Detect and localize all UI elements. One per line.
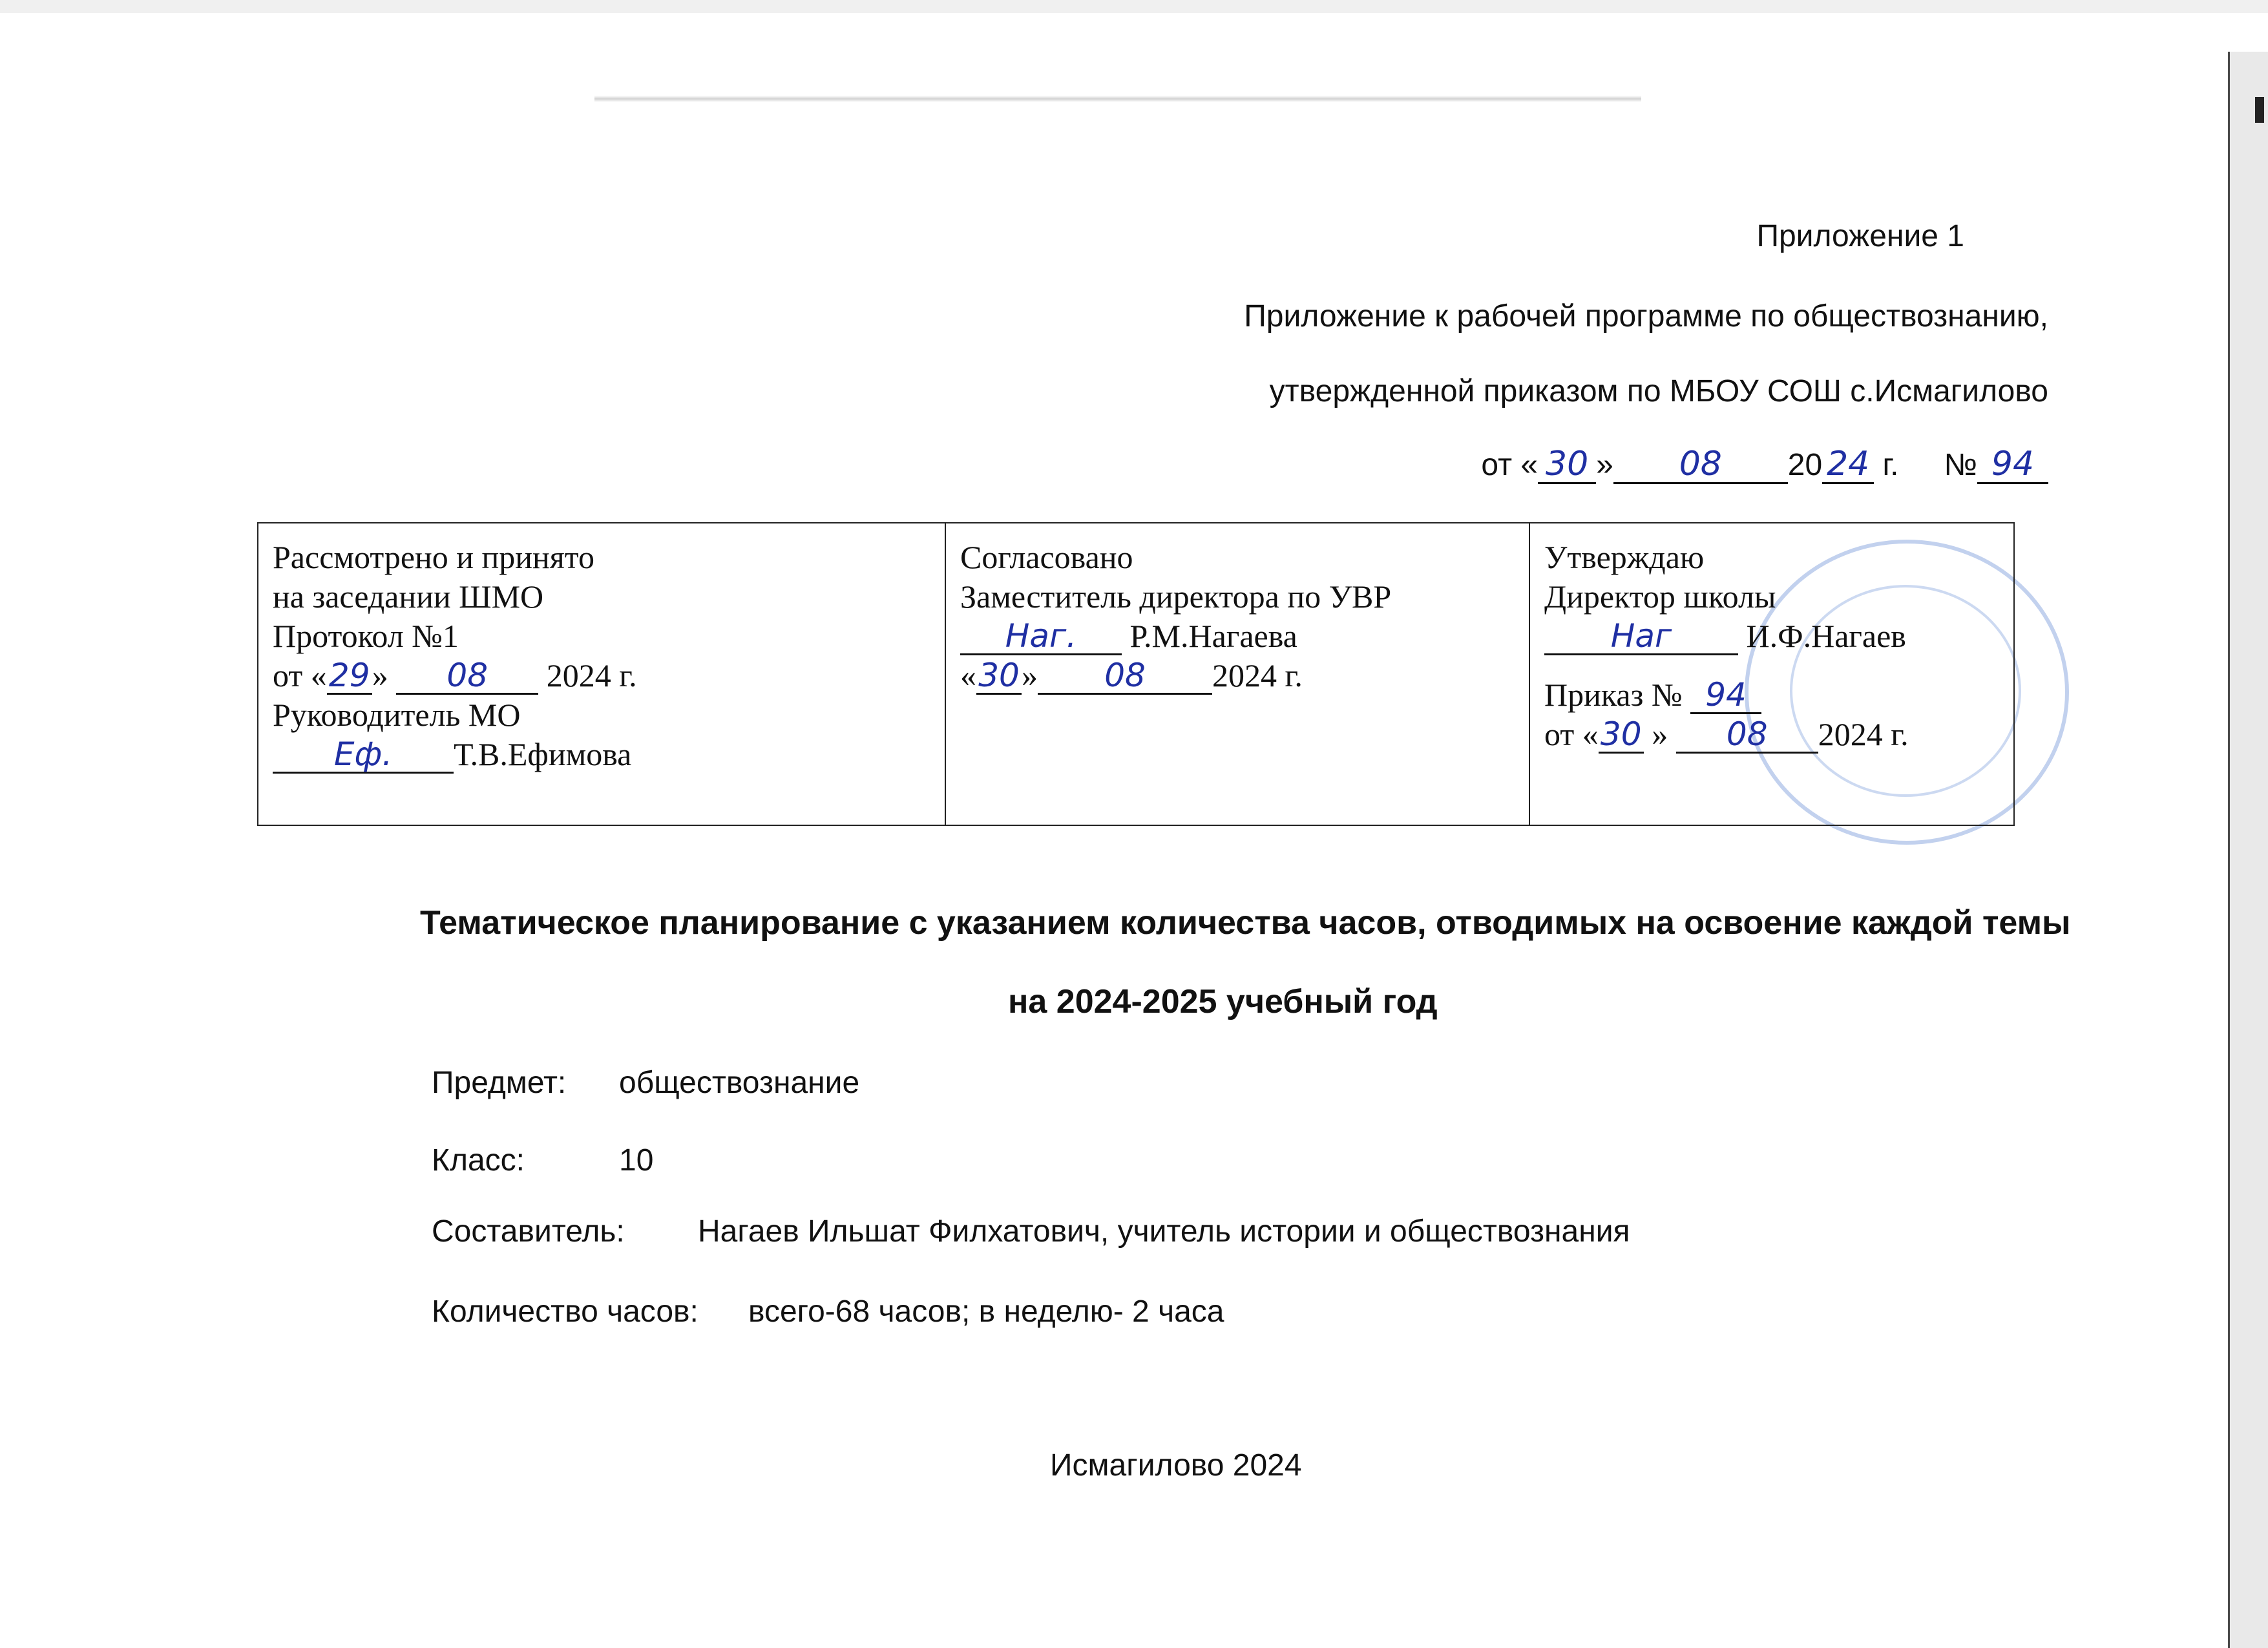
order-prefix: от « [1481,448,1538,482]
reviewed-month-handwritten: 08 [396,658,538,695]
approved-order-number-handwritten: 94 [1690,677,1761,714]
order-month-handwritten: 08 [1613,446,1788,484]
scan-right-strip [2230,52,2268,1648]
approved-order [1544,675,2000,715]
approval-approved-cell [1529,523,2014,825]
approved-date [1544,715,2000,754]
approved-line-2: Директор школы [1544,578,1776,615]
agreed-date [960,656,1516,695]
subject-value: обществознание [619,1066,860,1100]
document-title-line-2: на 2024-2025 учебный год [1008,983,1438,1020]
reviewed-date-mid: » [372,657,397,693]
scan-mark [2255,97,2264,123]
signature-nagaeva-icon: Наг. [960,618,1122,655]
approval-agreed-cell [945,523,1529,825]
document-title-line-1: Тематическое планирование с указанием количества часов, отводимых на освоение каждой темы [420,904,2071,942]
order-year-handwritten: 24 [1822,446,1874,484]
author-field [432,1214,1630,1249]
reviewed-date-year: 2024 г. [538,657,637,693]
appendix-number: Приложение 1 [1756,219,1964,253]
approved-day-handwritten: 30 [1599,717,1644,754]
class-value: 10 [619,1143,654,1178]
reviewed-day-handwritten: 29 [327,658,372,695]
agreed-month-handwritten: 08 [1038,658,1212,695]
order-number-handwritten: 94 [1977,446,2048,484]
approved-spacer [1544,656,2000,675]
agreed-day-handwritten: 30 [976,658,1022,695]
approved-date-prefix: от « [1544,716,1599,752]
reviewed-signer: Т.В.Ефимова [454,736,632,772]
reviewed-head-title: Руководитель МО [273,697,521,733]
paper-fold-mark [594,96,1641,102]
agreed-date-year: 2024 г. [1212,657,1303,693]
agreed-date-mid: » [1022,657,1038,693]
approved-signature [1544,617,2000,656]
order-year-end: г. [1874,448,1899,482]
approved-order-label: Приказ № [1544,677,1691,713]
approved-date-year: 2024 г. [1818,716,1909,752]
class-field [432,1143,653,1178]
scan-top-border [0,0,2268,13]
hours-label: Количество часов: [432,1294,698,1329]
place-and-year: Исмагилово 2024 [1050,1448,1302,1483]
agreed-date-prefix: « [960,657,976,693]
hours-field [432,1294,1224,1329]
subject-field [432,1065,859,1101]
approved-month-handwritten: 08 [1676,717,1818,754]
hours-value: всего-68 часов; в неделю- 2 часа [748,1294,1224,1329]
reviewed-protocol: Протокол №1 [273,618,459,654]
agreed-signer: Р.М.Нагаева [1122,618,1297,654]
signature-nagaev-icon: Наг [1544,618,1738,655]
approved-signer: И.Ф.Нагаев [1738,618,1906,654]
appendix-line-2: утвержденной приказом по МБОУ СОШ с.Исмагилово [1269,374,2048,408]
agreed-line-1: Согласовано [960,539,1133,575]
class-label: Класс: [432,1143,525,1178]
reviewed-signature [273,735,932,774]
approval-reviewed-cell [258,523,945,825]
reviewed-line-1: Рассмотрено и принято [273,539,594,575]
agreed-line-2: Заместитель директора по УВР [960,578,1392,615]
author-value: Нагаев Ильшат Филхатович, учитель истории и обществознания [698,1214,1630,1249]
reviewed-date-prefix: от « [273,657,327,693]
signature-efimova-icon: Еф. [273,737,454,774]
appendix-line-1: Приложение к рабочей программе по обществознанию, [1244,299,2048,333]
approved-date-mid: » [1643,716,1676,752]
approval-table [257,522,2015,826]
approved-line-1: Утверждаю [1544,539,1705,575]
order-year-prefix: 20 [1787,448,1823,482]
order-day-handwritten: 30 [1538,446,1596,484]
subject-label: Предмет: [432,1066,567,1100]
reviewed-date [273,656,932,695]
author-label: Составитель: [432,1214,625,1249]
agreed-signature [960,617,1516,656]
appendix-order-line [1481,446,2048,484]
order-mid: » [1596,448,1613,482]
order-number-label: № [1944,448,1977,482]
reviewed-line-2: на заседании ШМО [273,578,544,615]
